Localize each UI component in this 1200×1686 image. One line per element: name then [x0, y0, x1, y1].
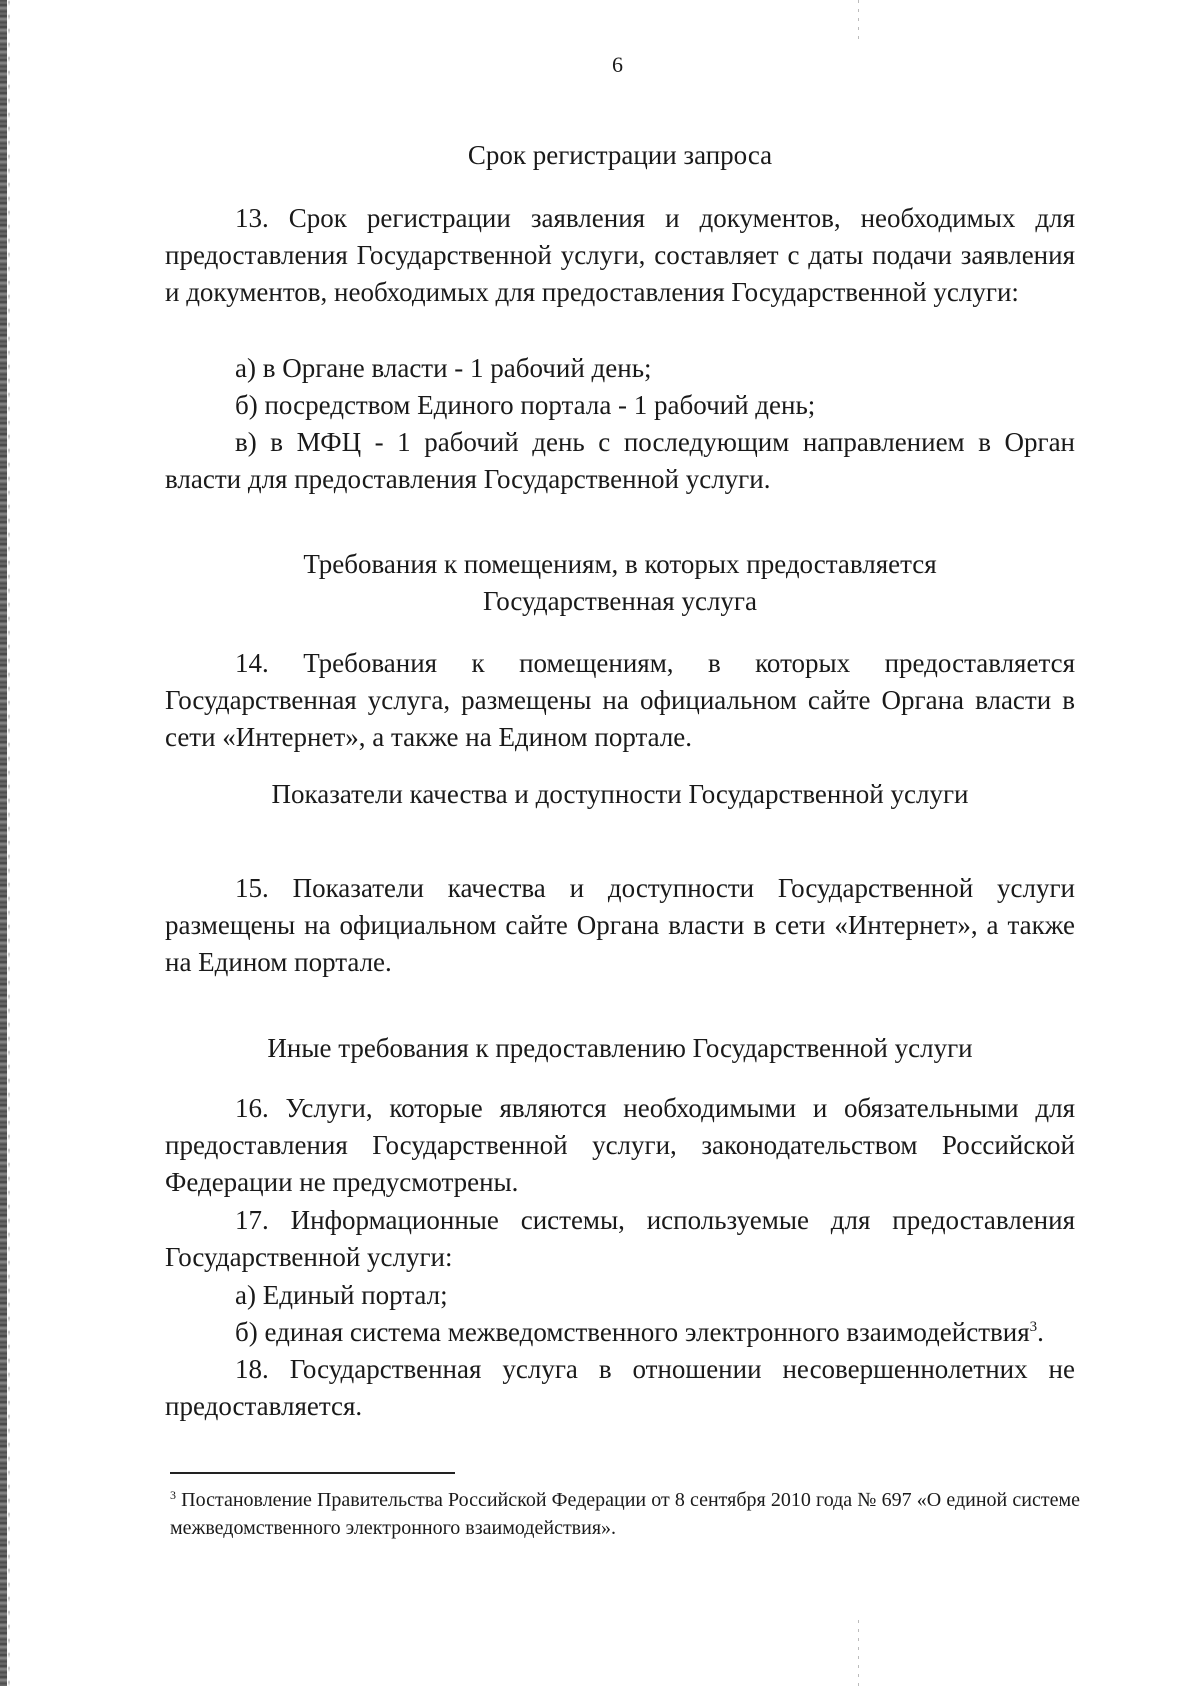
paragraph-17-item-a: а) Единый портал; — [235, 1280, 448, 1310]
paragraph-18: 18. Государственная услуга в отношении несовершеннолетних не предоставляется. — [165, 1354, 1075, 1421]
paragraph-13: 13. Срок регистрации заявления и документов, необходимых для предоставления Государственной услуги, составляет с даты подачи заявления и документов, необходимых для предоставления Государственной услуги: — [165, 203, 1075, 307]
paragraph-15: 15. Показатели качества и доступности Государственной услуги размещены на официальном сайте Органа власти в сети «Интернет», а также на Едином портале. — [165, 873, 1075, 977]
footnote-reference: 3 — [1029, 1319, 1038, 1335]
paragraph-14: 14. Требования к помещениям, в которых предоставляется Государственная услуга, размещены на официальном сайте Органа власти в сети «Интернет», а также на Едином портале. — [165, 648, 1075, 752]
section-heading-registration-term: Срок регистрации запроса — [467, 140, 773, 170]
paragraph-16: 16. Услуги, которые являются необходимыми и обязательными для предоставления Государственной услуги, законодательством Российской Федерации не предусмотрены. — [165, 1093, 1075, 1197]
scan-fold-line-top — [858, 0, 859, 40]
paragraph-13-item-a: а) в Органе власти - 1 рабочий день; — [235, 353, 652, 383]
footnote — [170, 1486, 1080, 1542]
page-number: 6 — [612, 52, 623, 77]
section-heading-premises-line1: Требования к помещениям, в которых предоставляется — [303, 549, 937, 579]
paragraph-17: 17. Информационные системы, используемые для предоставления Государственной услуги: — [165, 1205, 1075, 1272]
footnote-marker: 3 — [170, 1488, 176, 1502]
section-heading-quality-indicators: Показатели качества и доступности Государственной услуги — [271, 779, 969, 809]
scan-edge — [0, 0, 7, 1686]
scan-fold-line-bottom — [858, 1620, 859, 1686]
section-heading-premises-line2: Государственная услуга — [483, 586, 757, 616]
paragraph-13-item-c: в) в МФЦ - 1 рабочий день с последующим направлением в Орган власти для предоставления Государственной услуги. — [165, 427, 1075, 494]
paragraph-13-item-b: б) посредством Единого портала - 1 рабочий день; — [235, 390, 816, 420]
section-heading-other-requirements: Иные требования к предоставлению Государственной услуги — [267, 1033, 973, 1063]
paragraph-17-item-b-end: . — [1037, 1317, 1044, 1347]
paragraph-17-item-b-text: б) единая система межведомственного электронного взаимодействия — [235, 1317, 1030, 1347]
paragraph-17-item-b — [235, 1314, 1145, 1351]
scan-edge-shadow — [8, 0, 10, 1686]
footnote-separator — [170, 1472, 455, 1474]
footnote-text: Постановление Правительства Российской Федерации от 8 сентября 2010 года № 697 «О единой системе межведомственного электронного взаимодействия». — [170, 1489, 1080, 1539]
